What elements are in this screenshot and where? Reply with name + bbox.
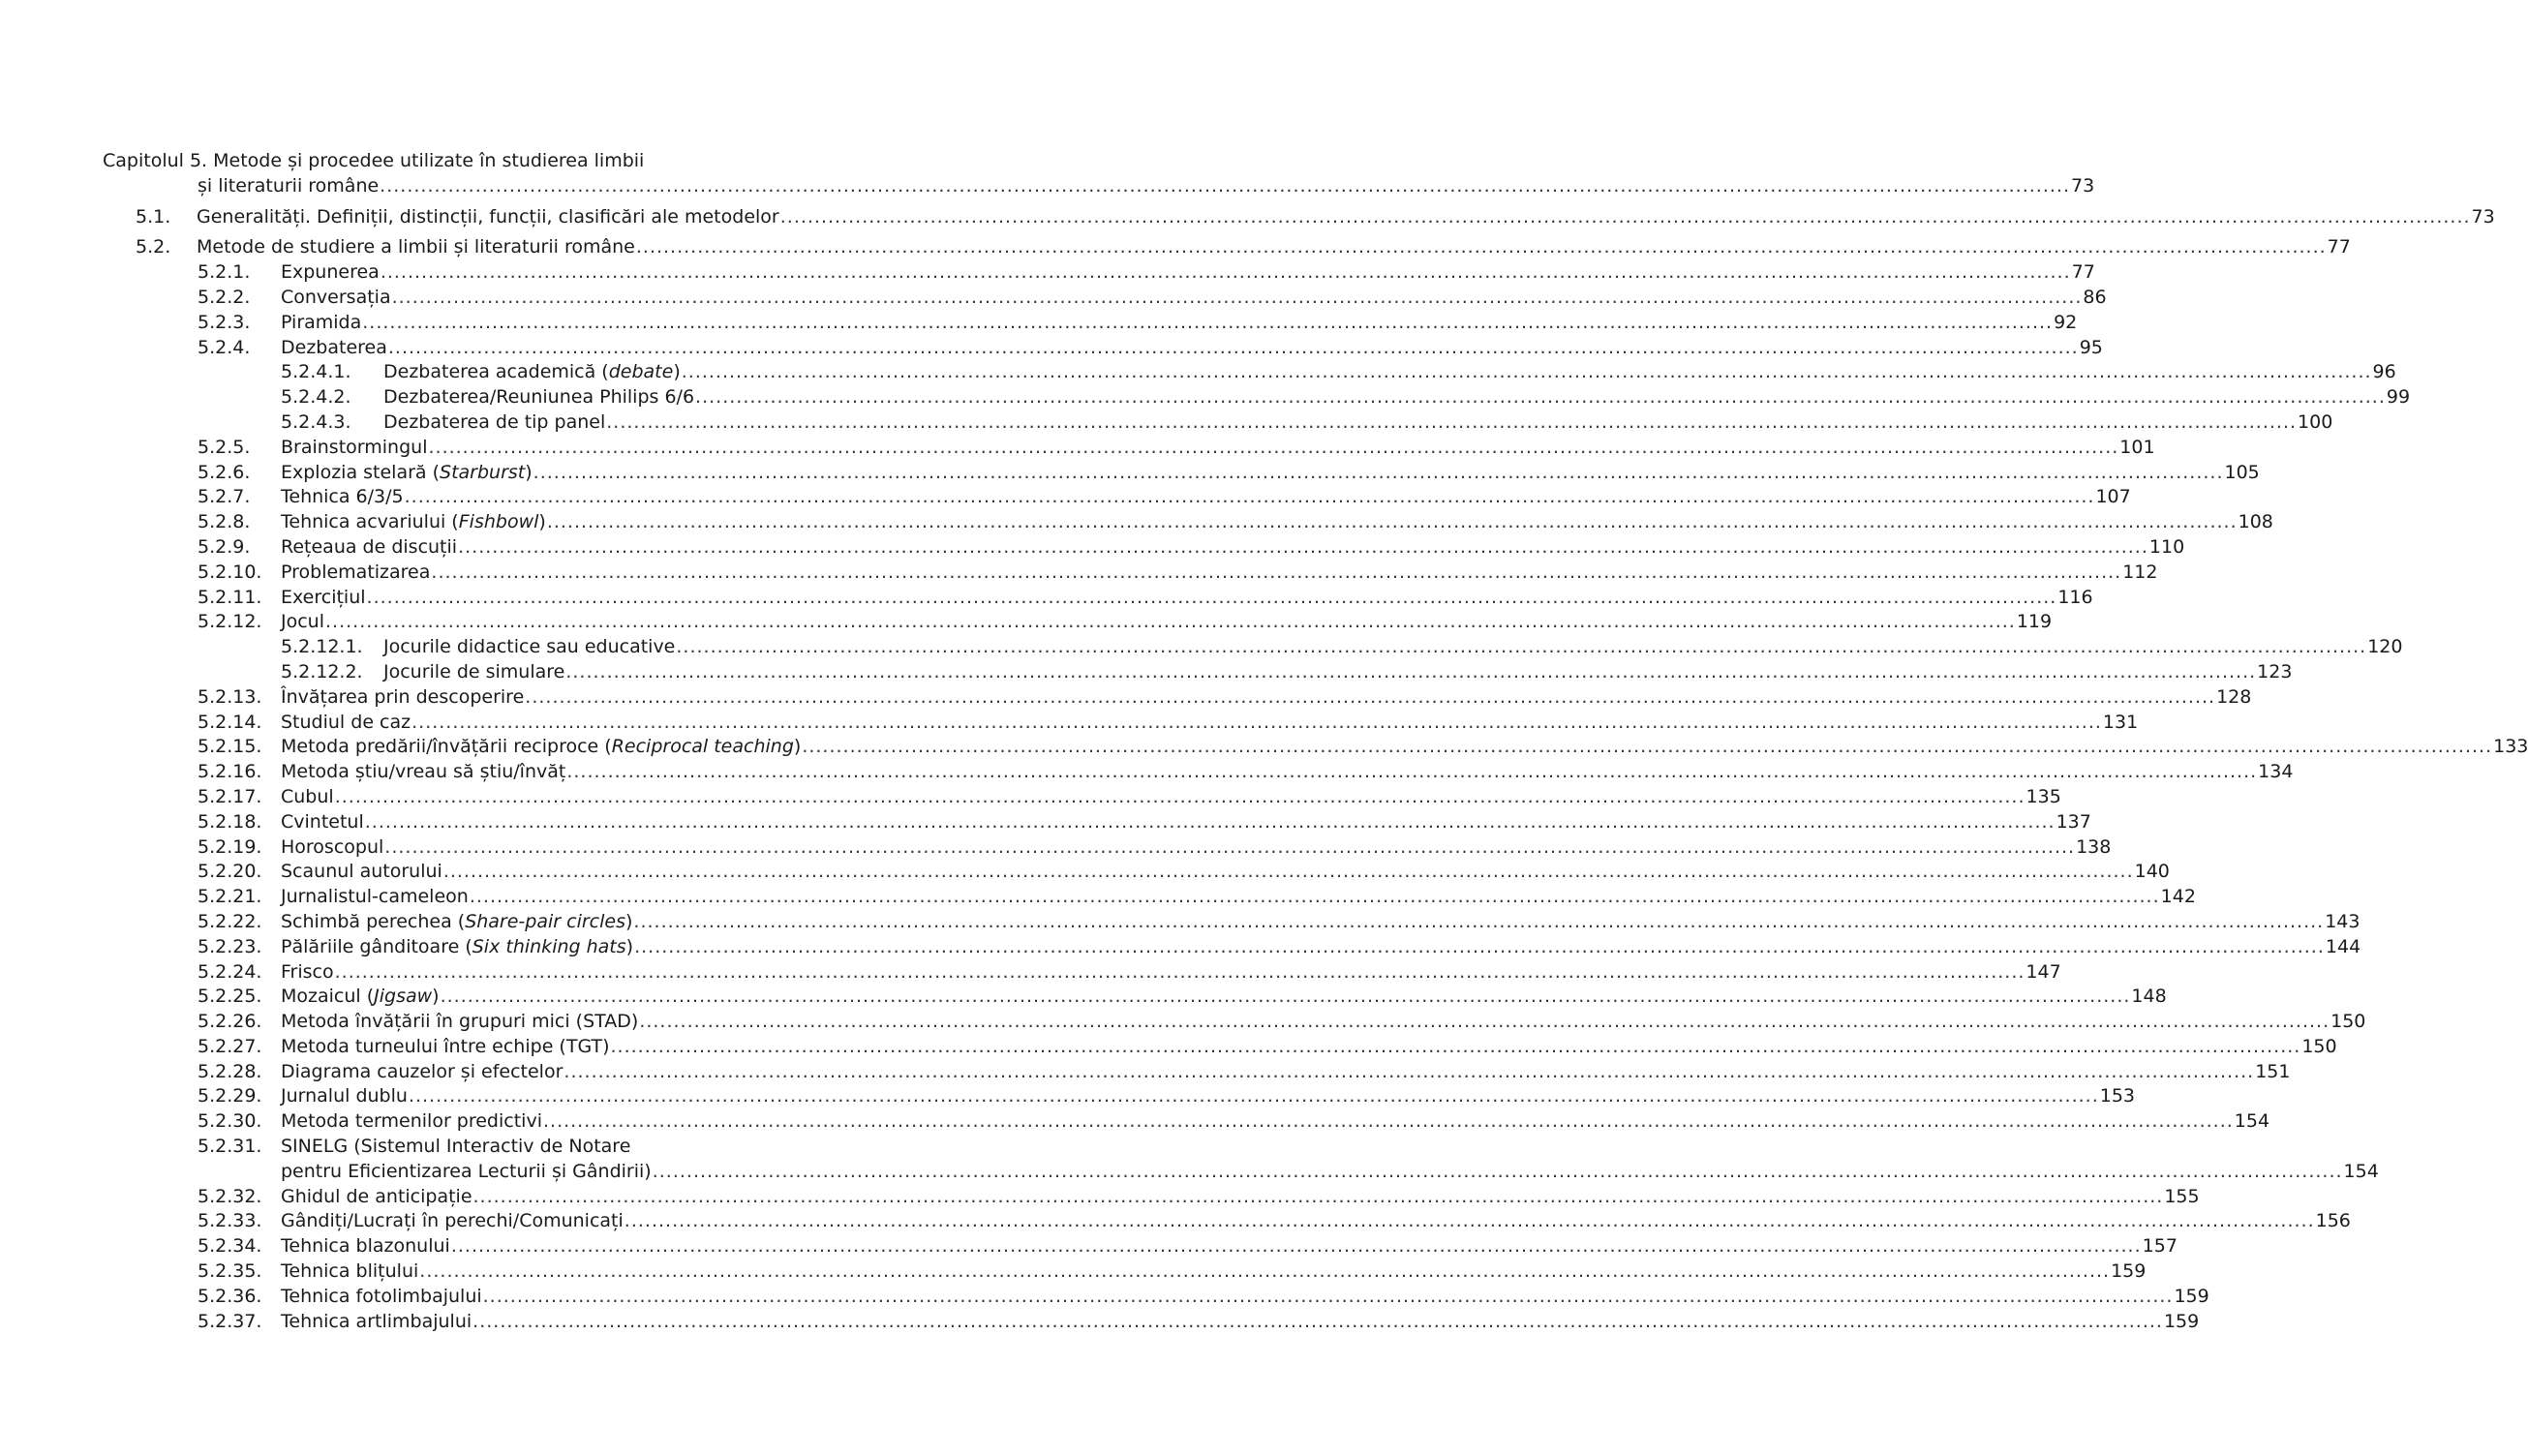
- entry-title: Rețeaua de discuții: [281, 535, 458, 558]
- entry-number: 5.2.34.: [198, 1235, 262, 1258]
- entry-title: Metoda predării/învățării reciproce (Reciprocal teaching): [281, 736, 802, 758]
- entry-title: Gândiți/Lucrați în perechi/Comunicați: [281, 1210, 624, 1232]
- entry-title-italic: Six thinking hats: [472, 935, 626, 957]
- dot-leader: [633, 910, 2324, 935]
- entry-number: 5.2.28.: [198, 1060, 262, 1082]
- dot-leader: [636, 235, 2327, 260]
- dot-leader: [365, 810, 2056, 835]
- entry-number: 5.2.21.: [198, 886, 262, 908]
- entry-number: 5.2.35.: [198, 1260, 262, 1283]
- entry-title: Schimbă perechea (Share-pair circles): [281, 910, 633, 932]
- entry-number: 5.2.12.2.: [281, 660, 363, 682]
- toc-entry: [103, 635, 2403, 660]
- entry-number: 5.2.12.: [198, 611, 262, 633]
- entry-title: Tehnica artlimbajului: [281, 1310, 472, 1332]
- entry-number: 5.2.4.: [198, 336, 251, 358]
- entry-number: 5.2.9.: [198, 535, 251, 558]
- dot-leader: [695, 385, 2386, 410]
- page-number: 123: [2257, 660, 2293, 682]
- entry-number: 5.2.26.: [198, 1011, 262, 1033]
- toc-entry: [103, 436, 2155, 461]
- entry-number: 5.2.22.: [198, 910, 262, 932]
- dot-leader: [431, 561, 2121, 586]
- entry-number: 5.2.32.: [198, 1185, 262, 1207]
- entry-title: Conversația: [281, 286, 391, 308]
- page-number: 147: [2025, 960, 2061, 983]
- page-number: 157: [2142, 1235, 2178, 1258]
- entry-title: Tehnica acvariului (Fishbowl): [281, 511, 546, 533]
- page-number: 150: [2330, 1011, 2366, 1033]
- dot-leader: [606, 410, 2297, 436]
- toc-entry: [103, 286, 2107, 311]
- page-number: 135: [2025, 785, 2061, 807]
- dot-leader: [325, 610, 2016, 635]
- toc-entry: [103, 960, 2061, 986]
- entry-title: Exercițiul: [281, 586, 366, 608]
- entry-number: 5.2.15.: [198, 736, 262, 758]
- entry-title: Dezbaterea academică (debate): [383, 361, 681, 383]
- chapter-title-line-2: și literaturii române: [198, 174, 380, 197]
- entry-title-italic: Starburst: [440, 461, 526, 483]
- toc-entry: [103, 260, 2095, 286]
- entry-title: Tehnica 6/3/5: [281, 486, 404, 508]
- dot-leader: [547, 510, 2238, 535]
- entry-title: Jocurile de simulare: [383, 660, 565, 682]
- toc-entry: [103, 810, 2091, 835]
- page-number: 119: [2016, 611, 2053, 633]
- entry-number: 5.2.23.: [198, 935, 262, 957]
- toc-entry: [103, 760, 2294, 785]
- page-number: 159: [2163, 1310, 2200, 1332]
- entry-title: Cvintetul: [281, 810, 364, 833]
- entry-title: SINELG (Sistemul Interactiv de Notare: [281, 1136, 631, 1158]
- toc-entry: [103, 1084, 2136, 1109]
- page-number: 142: [2160, 886, 2196, 908]
- entry-number: 5.2.17.: [198, 785, 262, 807]
- dot-leader: [335, 785, 2025, 810]
- entry-number: 5.2.12.1.: [281, 636, 363, 658]
- entry-title: Învățarea prin descoperire: [281, 685, 525, 708]
- entry-title: Metoda turneului între echipe (TGT): [281, 1035, 610, 1057]
- toc-entry: [103, 205, 2495, 230]
- dot-leader: [611, 1035, 2301, 1060]
- dot-leader: [639, 1010, 2330, 1035]
- entry-title: Metode de studiere a limbii și literaturii române: [197, 236, 635, 258]
- dot-leader: [802, 735, 2492, 760]
- dot-leader: [566, 760, 2257, 785]
- entry-title: Tehnica fotolimbajului: [281, 1285, 482, 1307]
- entry-number: 5.2.8.: [198, 511, 251, 533]
- dot-leader: [624, 1209, 2315, 1234]
- page-number: 155: [2164, 1185, 2200, 1207]
- page-number: 156: [2315, 1210, 2351, 1232]
- page-number: 101: [2119, 436, 2155, 458]
- entry-title: Metoda termenilor predictivi: [281, 1110, 542, 1133]
- page-number: 73: [2471, 205, 2495, 228]
- entry-title: Studiul de caz: [281, 711, 411, 733]
- entry-number: 5.2.24.: [198, 960, 262, 983]
- dot-leader: [565, 660, 2256, 685]
- dot-leader: [780, 205, 2471, 230]
- toc-entry: [103, 660, 2293, 685]
- page-number: 73: [2070, 174, 2095, 197]
- entry-title: Jurnalul dublu: [281, 1085, 408, 1107]
- dot-leader: [411, 711, 2102, 736]
- entry-title-italic: Reciprocal teaching: [611, 736, 794, 758]
- entry-number: 5.2.1.: [198, 261, 251, 284]
- entry-title: Tehnica blițului: [281, 1260, 419, 1283]
- toc-entry: [103, 785, 2061, 810]
- page-number: 77: [2071, 261, 2095, 284]
- page-number: 159: [2111, 1260, 2147, 1283]
- table-of-contents: [103, 149, 2528, 1334]
- toc-entry: [103, 336, 2103, 361]
- entry-title: Scaunul autorului: [281, 861, 442, 883]
- page-number: 143: [2325, 910, 2360, 932]
- page-number: 144: [2325, 935, 2361, 957]
- entry-title: Cubul: [281, 785, 334, 807]
- toc-entry: [103, 935, 2361, 960]
- page-number: 112: [2122, 561, 2158, 583]
- dot-leader: [428, 436, 2118, 461]
- entry-title: Metoda învățării în grupuri mici (STAD): [281, 1011, 639, 1033]
- page-number: 154: [2234, 1110, 2270, 1133]
- entry-title: Frisco: [281, 960, 334, 983]
- dot-leader: [362, 311, 2053, 336]
- page-number: 96: [2372, 361, 2396, 383]
- entry-number: 5.2.27.: [198, 1035, 262, 1057]
- dot-leader: [451, 1234, 2142, 1259]
- toc-entry: [103, 735, 2528, 760]
- page-number: 120: [2367, 636, 2403, 658]
- page-number: 77: [2327, 236, 2351, 258]
- page-number: 159: [2174, 1285, 2209, 1307]
- dot-leader: [441, 985, 2131, 1010]
- entry-title: Horoscopul: [281, 835, 384, 858]
- entry-title: Dezbaterea de tip panel: [383, 410, 606, 433]
- entry-number: 5.2.29.: [198, 1085, 262, 1107]
- toc-entry: [103, 985, 2167, 1010]
- toc-entry: [103, 1310, 2200, 1335]
- page-number: 134: [2258, 761, 2294, 783]
- entry-number: 5.2.3.: [198, 311, 251, 333]
- toc-entry: [103, 410, 2333, 436]
- entry-number: 5.2.30.: [198, 1110, 262, 1133]
- entry-number: 5.2.7.: [198, 486, 251, 508]
- dot-leader: [543, 1109, 2234, 1135]
- toc-entry: [103, 561, 2158, 586]
- page-number: 138: [2076, 835, 2112, 858]
- page-number: 133: [2493, 736, 2528, 758]
- toc-entry: [103, 711, 2139, 736]
- entry-title: Piramida: [281, 311, 362, 333]
- toc-entry: [103, 1285, 2209, 1310]
- entry-title: Dezbaterea/Reuniunea Philips 6/6: [383, 386, 695, 409]
- dot-leader: [443, 860, 2134, 885]
- toc-entry: [103, 311, 2078, 336]
- entry-number: 5.1.: [136, 205, 171, 228]
- dot-leader: [405, 485, 2095, 510]
- toc-entry: [103, 860, 2170, 885]
- dot-leader: [472, 1310, 2163, 1335]
- page-number: 116: [2057, 586, 2093, 608]
- entry-number: 5.2.6.: [198, 461, 251, 483]
- entry-title: Pălăriile gânditoare (Six thinking hats): [281, 935, 634, 957]
- entry-number: 5.2.4.3.: [281, 410, 351, 433]
- entry-number: 5.2.4.2.: [281, 386, 351, 409]
- dot-leader: [470, 885, 2160, 910]
- page-number: 150: [2301, 1035, 2337, 1057]
- entry-number: 5.2.37.: [198, 1310, 262, 1332]
- dot-leader: [483, 1285, 2174, 1310]
- entry-number: 5.2.36.: [198, 1285, 262, 1307]
- page-number: 153: [2099, 1085, 2136, 1107]
- entry-number: 5.2.5.: [198, 436, 251, 458]
- entry-title: Generalități. Definiții, distincții, funcții, clasificări ale metodelor: [197, 205, 779, 228]
- chapter-heading: [103, 149, 883, 174]
- entry-number: 5.2.2.: [198, 286, 251, 308]
- dot-leader: [367, 586, 2057, 611]
- entry-title: Tehnica blazonului: [281, 1235, 450, 1258]
- page-number: 137: [2056, 810, 2091, 833]
- dot-leader: [563, 1060, 2254, 1085]
- toc-entry: [103, 235, 2351, 260]
- toc-entry: [103, 835, 2112, 861]
- chapter-heading-continued: [103, 174, 2095, 199]
- page-number: 95: [2079, 336, 2103, 358]
- entry-number: 5.2.13.: [198, 685, 262, 708]
- entry-number: 5.2.19.: [198, 835, 262, 858]
- page-number: 110: [2148, 535, 2185, 558]
- dot-leader: [458, 535, 2148, 561]
- entry-number: 5.2.4.1.: [281, 361, 351, 383]
- entry-title: Jocurile didactice sau educative: [383, 636, 676, 658]
- page-number: 128: [2216, 685, 2252, 708]
- page-number: 86: [2083, 286, 2107, 308]
- page-number: 99: [2386, 386, 2411, 409]
- entry-title: Diagrama cauzelor și efectelor: [281, 1060, 563, 1082]
- dot-leader: [634, 935, 2325, 960]
- toc-entry: [103, 1185, 2200, 1210]
- entry-title: Problematizarea: [281, 561, 431, 583]
- toc-entry: [103, 1109, 2270, 1135]
- entry-number: 5.2.18.: [198, 810, 262, 833]
- page-number: 92: [2054, 311, 2078, 333]
- dot-leader: [381, 260, 2071, 286]
- entry-title-italic: Share-pair circles: [465, 910, 625, 932]
- page-number: 154: [2343, 1160, 2379, 1182]
- entry-title: Metoda știu/vreau să știu/învăț: [281, 761, 566, 783]
- entry-number: 5.2.33.: [198, 1210, 262, 1232]
- page-number: 131: [2102, 711, 2139, 733]
- entry-title-italic: debate: [608, 361, 674, 383]
- dot-leader: [533, 461, 2224, 486]
- entry-title: Ghidul de anticipație: [281, 1185, 472, 1207]
- entry-title: Explozia stelară (Starburst): [281, 461, 533, 483]
- entry-number: 5.2.20.: [198, 861, 262, 883]
- dot-leader: [682, 360, 2372, 385]
- toc-entry: [103, 1135, 883, 1160]
- chapter-title-line-1: Capitolul 5. Metode și procedee utilizate în studierea limbii: [103, 150, 645, 171]
- entry-number: 5.2.11.: [198, 586, 262, 608]
- page-number: 151: [2255, 1060, 2291, 1082]
- dot-leader: [525, 685, 2215, 711]
- page-number: 148: [2131, 986, 2167, 1008]
- entry-title-italic: Jigsaw: [374, 986, 433, 1008]
- entry-title-italic: Fishbowl: [458, 511, 539, 533]
- dot-leader: [384, 835, 2075, 861]
- toc-entry-continued: [103, 1160, 2379, 1185]
- toc-entry: [103, 510, 2273, 535]
- page-number: 140: [2134, 861, 2170, 883]
- entry-number: 5.2.31.: [198, 1136, 262, 1158]
- page-number: 107: [2095, 486, 2131, 508]
- dot-leader: [392, 286, 2083, 311]
- page-number: 108: [2238, 511, 2273, 533]
- entry-number: 5.2.25.: [198, 986, 262, 1008]
- entry-title: Dezbaterea: [281, 336, 387, 358]
- toc-entry: [103, 1060, 2291, 1085]
- dot-leader: [653, 1160, 2343, 1185]
- dot-leader: [676, 635, 2366, 660]
- page-number: 100: [2298, 410, 2333, 433]
- toc-entry: [103, 385, 2411, 410]
- toc-entry: [103, 1035, 2337, 1060]
- toc-entry: [103, 1234, 2178, 1259]
- entry-title: Jurnalistul-cameleon: [281, 886, 469, 908]
- toc-entry: [103, 461, 2260, 486]
- toc-entry: [103, 586, 2093, 611]
- toc-entry: [103, 360, 2396, 385]
- toc-entry: [103, 1259, 2147, 1285]
- toc-entry: [103, 535, 2185, 561]
- toc-entry: [103, 1209, 2351, 1234]
- dot-leader: [388, 336, 2079, 361]
- entry-number: 5.2.10.: [198, 561, 262, 583]
- dot-leader: [409, 1084, 2099, 1109]
- entry-number: 5.2.16.: [198, 761, 262, 783]
- dot-leader: [419, 1259, 2110, 1285]
- entry-title: Brainstormingul: [281, 436, 428, 458]
- toc-entry: [103, 610, 2053, 635]
- toc-entry: [103, 685, 2252, 711]
- toc-entry: [103, 1010, 2366, 1035]
- entry-title-continued: pentru Eficientizarea Lecturii și Gândirii): [281, 1160, 652, 1182]
- toc-entry: [103, 910, 2360, 935]
- dot-leader: [473, 1185, 2164, 1210]
- entry-number: 5.2.14.: [198, 711, 262, 733]
- entry-title: Jocul: [281, 611, 324, 633]
- dot-leader: [335, 960, 2025, 986]
- page-number: 105: [2224, 461, 2260, 483]
- entry-number: 5.2.: [136, 236, 171, 258]
- entry-title: Mozaicul (Jigsaw): [281, 986, 440, 1008]
- dot-leader: [380, 174, 2070, 199]
- toc-entry: [103, 885, 2196, 910]
- toc-entry: [103, 485, 2131, 510]
- entry-title: Expunerea: [281, 261, 380, 284]
